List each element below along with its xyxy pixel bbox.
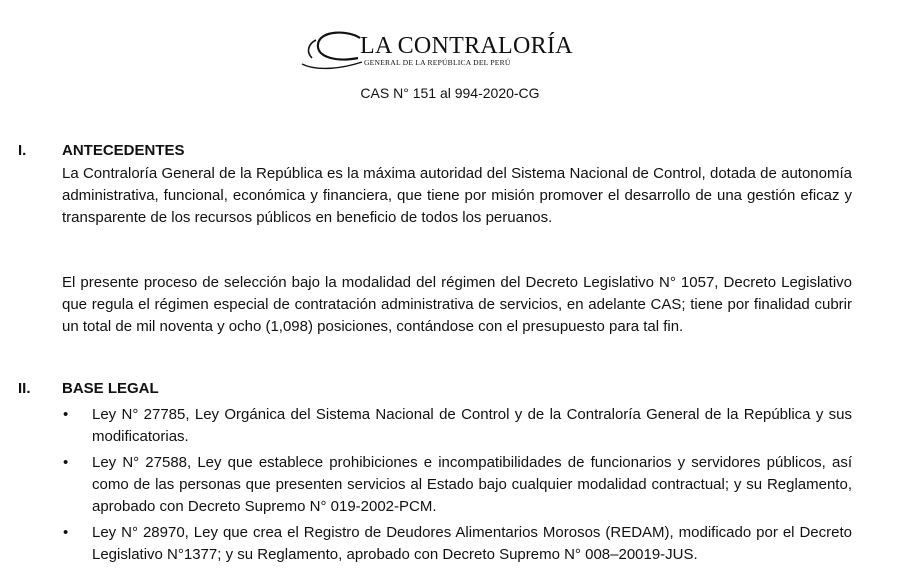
document-reference: CAS N° 151 al 994-2020-CG (360, 85, 540, 101)
section-title-base-legal: BASE LEGAL (62, 380, 159, 397)
logo-subtitle: GENERAL DE LA REPÚBLICA DEL PERÚ (364, 58, 511, 67)
paragraph: La Contraloría General de la República es la máxima autoridad del Sistema Nacional de Control, dotada de autonomía administrativa, funcional, económica y financiera, que tiene por misión promover el desarrollo de una gestión eficaz y transparente de los recursos públicos en beneficio de todos los peruanos. (62, 165, 852, 226)
bullet-icon: • (63, 524, 69, 541)
list-item-text: Ley N° 27588, Ley que establece prohibiciones e incompatibilidades de funcionarios y servidores públicos, así como de las personas que presenten servicios al Estado bajo cualquier modalidad contractual; y su Reglamento, aprobado con Decreto Supremo N° 019-2002-PCM. (92, 454, 852, 515)
list-item (62, 404, 852, 448)
section-title-antecedentes: ANTECEDENTES (62, 142, 185, 159)
list-item (62, 452, 852, 518)
section-number: II. (18, 380, 31, 397)
section-number: I. (18, 142, 27, 159)
bullet-icon: • (63, 406, 69, 423)
list-item (62, 522, 852, 566)
contraloria-emblem-icon (298, 30, 368, 72)
legal-basis-list (62, 404, 852, 570)
list-item-text: Ley N° 28970, Ley que crea el Registro de Deudores Alimentarios Morosos (REDAM), modificado por el Decreto Legislativo N°1377; y su Reglamento, aprobado con Decreto Supremo N° 008–20019-JUS. (92, 524, 852, 563)
bullet-icon: • (63, 454, 69, 471)
paragraph: El presente proceso de selección bajo la modalidad del régimen del Decreto Legislativo N° 1057, Decreto Legislativo que regula el régimen especial de contratación administrativa de servicios, en adelante CAS; tiene por finalidad cubrir un total de mil noventa y ocho (1,098) posiciones, contándose con el presupuesto para tal fin. (62, 274, 852, 335)
contraloria-logo (298, 30, 573, 72)
list-item-text: Ley N° 27785, Ley Orgánica del Sistema Nacional de Control y de la Contraloría General de la República y sus modificatorias. (92, 406, 852, 445)
logo-title: LA CONTRALORÍA (360, 33, 573, 59)
